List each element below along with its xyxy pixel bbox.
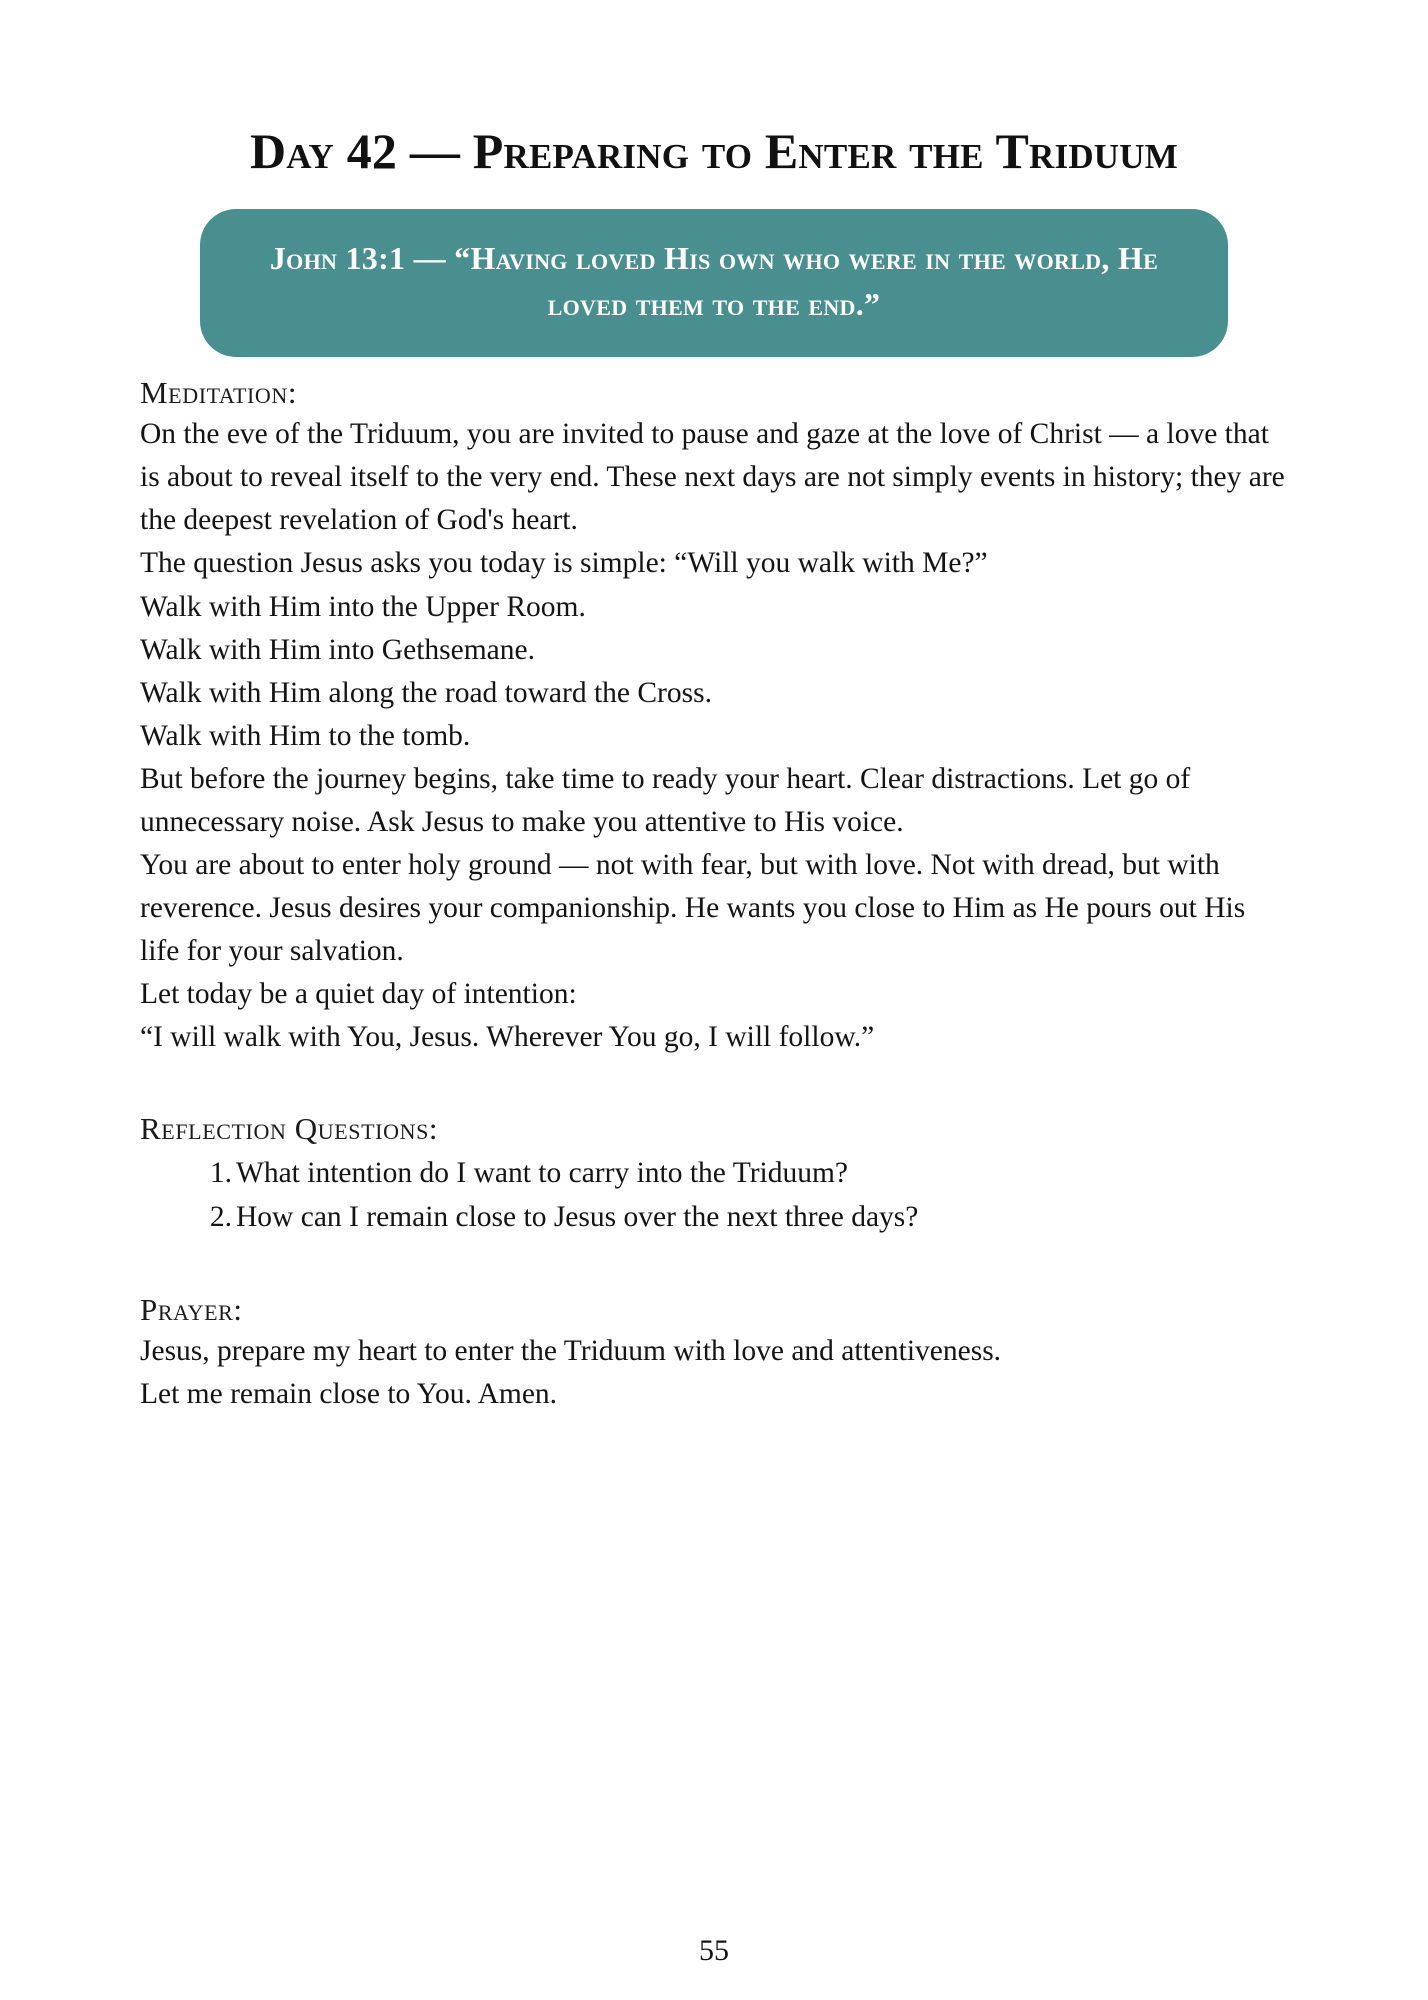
prayer-heading: Prayer:: [140, 1291, 243, 1327]
list-item: What intention do I want to carry into the Triduum?: [236, 1157, 849, 1190]
meditation-paragraph: The question Jesus asks you today is simple: “Will you walk with Me?”: [140, 547, 988, 580]
meditation-paragraph: Walk with Him into the Upper Room.: [140, 590, 586, 623]
meditation-paragraph: On the eve of the Triduum, you are invited to pause and gaze at the love of Christ — a love that is about to reveal itself to the very end. These next days are not simply events in history; they are the deepest revelation of God's heart.: [140, 418, 1285, 537]
reflection-questions-list: [140, 1151, 1288, 1240]
reflection-questions-heading: Reflection Questions:: [140, 1111, 439, 1147]
meditation-paragraph: Let today be a quiet day of intention:: [140, 978, 577, 1011]
prayer-body: [140, 1330, 1288, 1416]
meditation-paragraph: But before the journey begins, take time to ready your heart. Clear distractions. Let go of unnecessary noise. Ask Jesus to make you attentive to His voice.: [140, 762, 1191, 838]
meditation-heading: Meditation:: [140, 375, 298, 411]
meditation-paragraph: Walk with Him to the tomb.: [140, 719, 471, 752]
scripture-verse-text: John 13:1 — “Having loved His own who were in the world, He loved them to the end.”: [269, 239, 1159, 322]
meditation-paragraph: You are about to enter holy ground — not with fear, but with love. Not with dread, but with reverence. Jesus desires your companionship. He wants you close to Him as He pours out His life for your salvation.: [140, 848, 1246, 968]
meditation-paragraph: Walk with Him along the road toward the Cross.: [140, 676, 712, 709]
list-item: How can I remain close to Jesus over the next three days?: [236, 1201, 919, 1234]
scripture-verse-callout: [200, 209, 1228, 358]
meditation-body: [140, 413, 1288, 1059]
page-number: 55: [699, 1934, 729, 1967]
section-spacer: [140, 1240, 1288, 1274]
meditation-paragraph: “I will walk with You, Jesus. Wherever You go, I will follow.”: [140, 1021, 875, 1054]
prayer-paragraph: Jesus, prepare my heart to enter the Triduum with love and attentiveness.: [140, 1334, 1002, 1367]
page-title: Day 42 — Preparing to Enter the Triduum: [249, 123, 1178, 179]
section-spacer: [140, 1059, 1288, 1093]
prayer-paragraph: Let me remain close to You. Amen.: [140, 1377, 558, 1410]
meditation-paragraph: Walk with Him into Gethsemane.: [140, 633, 535, 666]
